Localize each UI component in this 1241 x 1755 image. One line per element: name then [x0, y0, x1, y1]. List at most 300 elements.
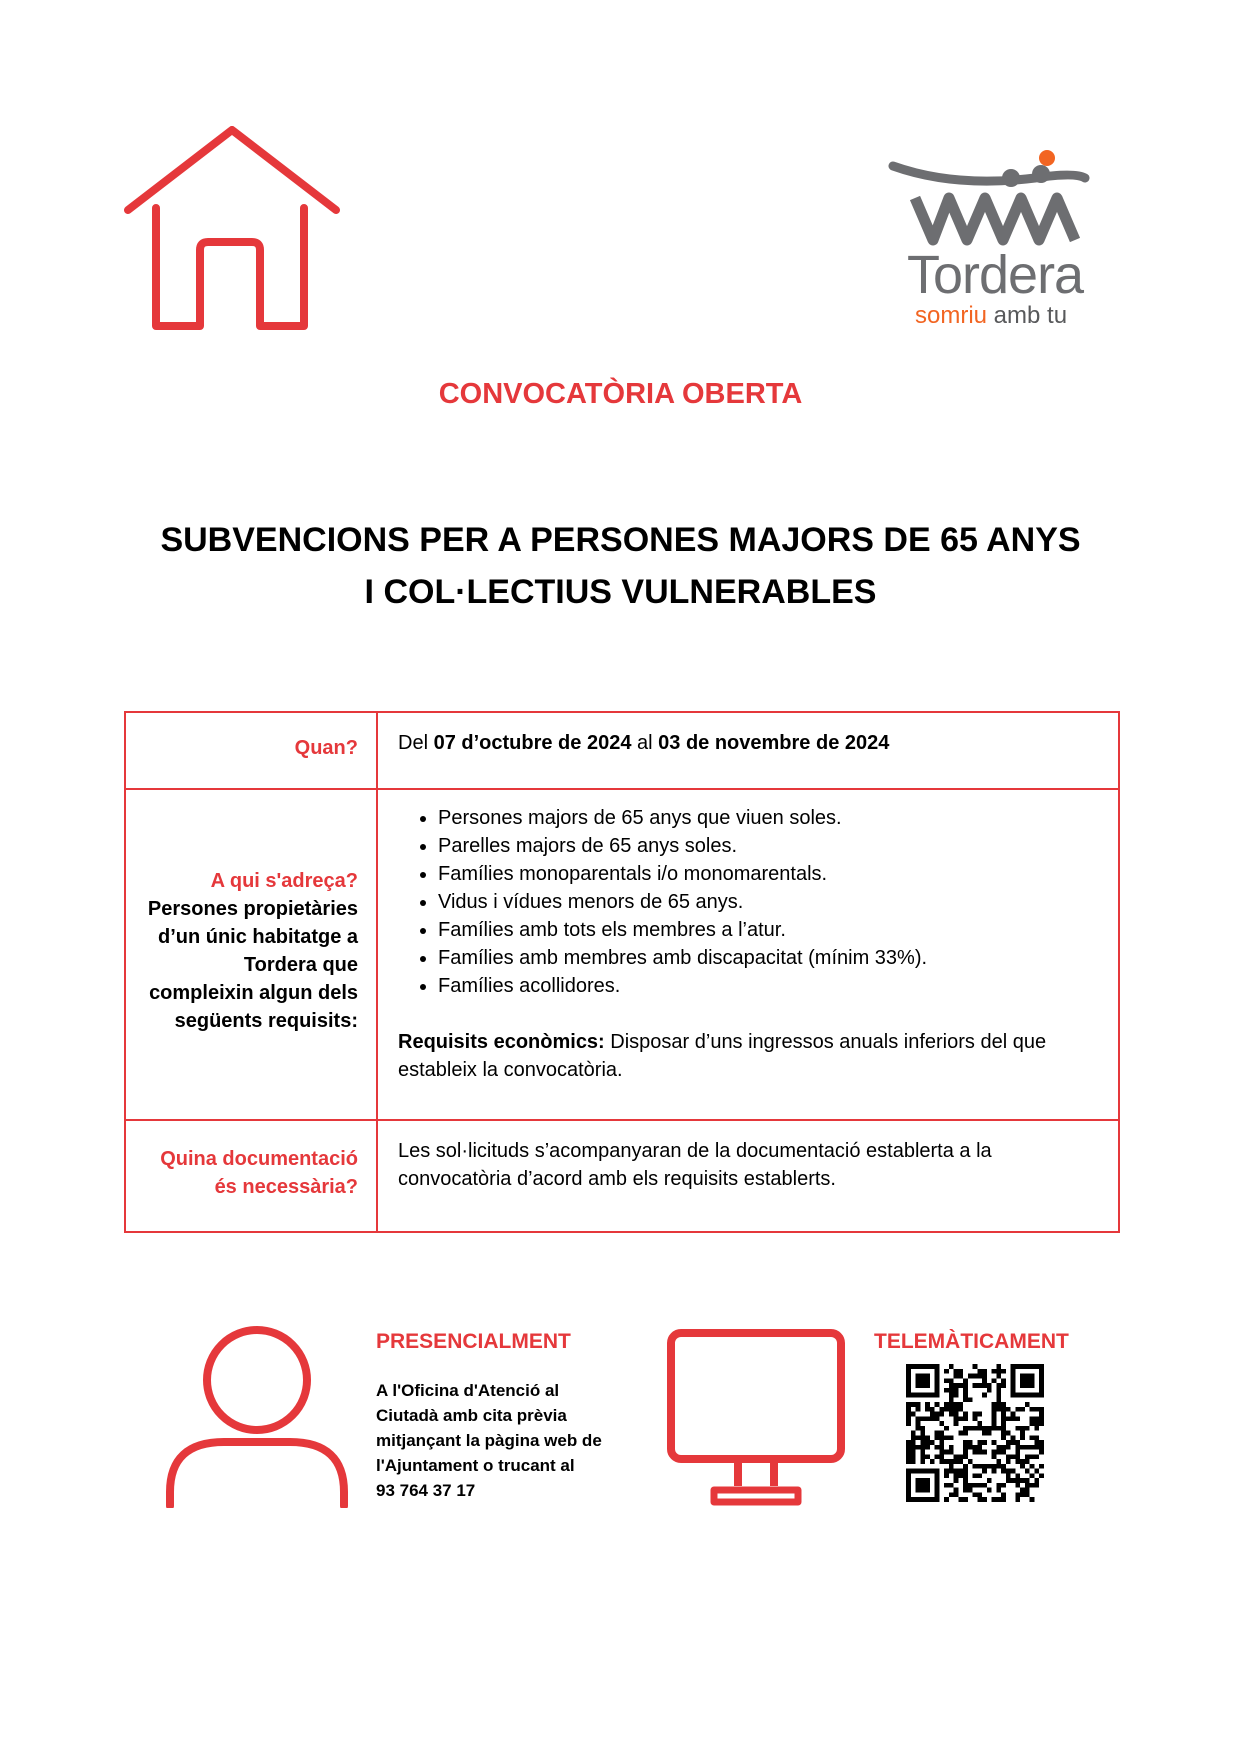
qr-module: [920, 1378, 925, 1383]
qr-module: [1001, 1435, 1006, 1440]
qr-module: [920, 1469, 925, 1474]
qr-module: [1015, 1445, 1020, 1450]
qr-module: [992, 1369, 997, 1374]
qr-module: [1020, 1426, 1025, 1431]
qr-module: [935, 1435, 940, 1440]
qr-module: [963, 1416, 968, 1421]
qr-module: [958, 1416, 963, 1421]
qr-module: [1015, 1459, 1020, 1464]
qr-module: [1011, 1378, 1016, 1383]
qr-code[interactable]: [906, 1364, 1044, 1502]
qr-module: [1015, 1473, 1020, 1478]
qr-module: [977, 1483, 982, 1488]
qr-module: [920, 1426, 925, 1431]
qr-module: [949, 1412, 954, 1417]
qr-module: [944, 1369, 949, 1374]
qr-module: [925, 1393, 930, 1398]
qr-module: [982, 1383, 987, 1388]
qr-module: [973, 1450, 978, 1455]
qr-module: [973, 1473, 978, 1478]
qr-module: [935, 1364, 940, 1369]
qr-module: [973, 1445, 978, 1450]
qr-module: [944, 1402, 949, 1407]
qr-module: [944, 1450, 949, 1455]
qr-module: [930, 1497, 935, 1502]
qr-module: [925, 1483, 930, 1488]
list-item: • Famílies monoparentals i/o monomarentals.: [438, 860, 1098, 888]
qr-module: [925, 1454, 930, 1459]
monitor-icon: [666, 1328, 846, 1508]
qr-module: [1039, 1440, 1044, 1445]
qr-module: [977, 1464, 982, 1469]
qr-module: [920, 1435, 925, 1440]
qr-module: [911, 1412, 916, 1417]
qr-module: [968, 1374, 973, 1379]
qr-module: [996, 1374, 1001, 1379]
qr-module: [973, 1412, 978, 1417]
qr-module: [1006, 1473, 1011, 1478]
qr-module: [968, 1445, 973, 1450]
list-item: • Vidus i vídues menors de 65 anys.: [438, 888, 1098, 916]
qr-module: [1039, 1464, 1044, 1469]
qr-module: [1025, 1492, 1030, 1497]
qr-module: [973, 1483, 978, 1488]
qr-module: [954, 1469, 959, 1474]
qr-module: [982, 1497, 987, 1502]
qr-module: [982, 1374, 987, 1379]
qr-module: [1020, 1478, 1025, 1483]
qr-module: [925, 1402, 930, 1407]
qr-module: [1001, 1421, 1006, 1426]
qr-module: [916, 1421, 921, 1426]
qr-module: [944, 1497, 949, 1502]
qr-module: [930, 1412, 935, 1417]
qr-module: [973, 1383, 978, 1388]
qr-module: [935, 1369, 940, 1374]
qr-module: [1020, 1364, 1025, 1369]
qr-module: [1039, 1369, 1044, 1374]
qr-module: [1020, 1464, 1025, 1469]
qr-module: [949, 1469, 954, 1474]
label-when: Quan?: [126, 713, 378, 788]
qr-module: [1034, 1435, 1039, 1440]
qr-module: [982, 1469, 987, 1474]
qr-module: [996, 1364, 1001, 1369]
qr-module: [949, 1435, 954, 1440]
qr-module: [1001, 1497, 1006, 1502]
qr-module: [1001, 1450, 1006, 1455]
qr-module: [916, 1426, 921, 1431]
qr-module: [920, 1440, 925, 1445]
qr-module: [954, 1421, 959, 1426]
qr-module: [939, 1412, 944, 1417]
qr-module: [906, 1374, 911, 1379]
title-line-1: SUBVENCIONS PER A PERSONES MAJORS DE 65 ANYS: [160, 521, 1081, 559]
qr-module: [916, 1483, 921, 1488]
qr-module: [939, 1435, 944, 1440]
value-docs: Les sol·licituds s’acompanyaran de la documentació establerta a la convocatòria d’acord amb els requisits establerts.: [398, 1140, 992, 1190]
qr-module: [954, 1454, 959, 1459]
qr-module: [916, 1497, 921, 1502]
qr-module: [963, 1431, 968, 1436]
qr-module: [996, 1459, 1001, 1464]
qr-module: [996, 1369, 1001, 1374]
qr-module: [992, 1378, 997, 1383]
qr-module: [1039, 1412, 1044, 1417]
qr-module: [949, 1445, 954, 1450]
qr-module: [935, 1393, 940, 1398]
qr-module: [1006, 1459, 1011, 1464]
qr-module: [911, 1402, 916, 1407]
qr-module: [935, 1431, 940, 1436]
qr-module: [925, 1440, 930, 1445]
qr-module: [1015, 1364, 1020, 1369]
qr-module: [920, 1450, 925, 1455]
qr-module: [925, 1416, 930, 1421]
qr-module: [982, 1378, 987, 1383]
qr-module: [992, 1450, 997, 1455]
qr-module: [977, 1445, 982, 1450]
qr-module: [977, 1450, 982, 1455]
qr-module: [906, 1497, 911, 1502]
qr-module: [987, 1388, 992, 1393]
qr-module: [906, 1450, 911, 1455]
qr-module: [925, 1364, 930, 1369]
qr-module: [1011, 1478, 1016, 1483]
qr-module: [963, 1464, 968, 1469]
qr-module: [925, 1383, 930, 1388]
title-line-2: I COL·LECTIUS VULNERABLES: [364, 573, 877, 611]
qr-module: [963, 1488, 968, 1493]
qr-module: [1030, 1383, 1035, 1388]
qr-module: [1020, 1445, 1025, 1450]
qr-module: [1034, 1454, 1039, 1459]
qr-module: [1030, 1421, 1035, 1426]
qr-module: [1034, 1478, 1039, 1483]
qr-module: [1034, 1421, 1039, 1426]
qr-module: [954, 1407, 959, 1412]
list-item: • Famílies amb tots els membres a l’atur.: [438, 916, 1098, 944]
qr-module: [968, 1483, 973, 1488]
qr-module: [973, 1492, 978, 1497]
qr-module: [1011, 1393, 1016, 1398]
qr-module: [920, 1483, 925, 1488]
qr-module: [1034, 1416, 1039, 1421]
qr-module: [1030, 1473, 1035, 1478]
qr-module: [906, 1416, 911, 1421]
qr-module: [1034, 1483, 1039, 1488]
qr-module: [935, 1374, 940, 1379]
qr-module: [958, 1431, 963, 1436]
qr-module: [906, 1421, 911, 1426]
qr-module: [1039, 1388, 1044, 1393]
qr-module: [1011, 1454, 1016, 1459]
qr-module: [916, 1402, 921, 1407]
logo-tagline: somriu amb tu: [915, 302, 1068, 329]
qr-module: [996, 1483, 1001, 1488]
qr-module: [977, 1440, 982, 1445]
qr-module: [958, 1454, 963, 1459]
qr-module: [1001, 1469, 1006, 1474]
house-icon: [124, 126, 340, 334]
label-who-line: d’un únic habitatge a: [157, 926, 358, 948]
qr-module: [1034, 1440, 1039, 1445]
qr-module: [1015, 1450, 1020, 1455]
qr-module: [911, 1431, 916, 1436]
qr-module: [963, 1497, 968, 1502]
qr-module: [1025, 1459, 1030, 1464]
qr-module: [1006, 1416, 1011, 1421]
qr-module: [916, 1374, 921, 1379]
logo-figures-icon: [885, 148, 1115, 248]
qr-module: [916, 1407, 921, 1412]
qr-module: [982, 1369, 987, 1374]
table-row-when: [126, 713, 1118, 788]
qr-module: [949, 1364, 954, 1369]
qr-module: [996, 1450, 1001, 1455]
qr-module: [973, 1364, 978, 1369]
qr-module: [954, 1492, 959, 1497]
qr-module: [1001, 1402, 1006, 1407]
qr-module: [944, 1388, 949, 1393]
qr-module: [906, 1473, 911, 1478]
qr-module: [1030, 1464, 1035, 1469]
qr-module: [935, 1445, 940, 1450]
qr-module: [930, 1407, 935, 1412]
qr-module: [939, 1459, 944, 1464]
qr-module: [1039, 1445, 1044, 1450]
qr-module: [949, 1402, 954, 1407]
qr-module: [906, 1364, 911, 1369]
qr-module: [992, 1412, 997, 1417]
qr-module: [925, 1488, 930, 1493]
qr-module: [1034, 1426, 1039, 1431]
qr-module: [920, 1459, 925, 1464]
requirements-list: [398, 804, 1098, 1000]
list-item: • Parelles majors de 65 anys soles.: [438, 832, 1098, 860]
qr-module: [1015, 1416, 1020, 1421]
qr-module: [930, 1393, 935, 1398]
qr-module: [996, 1407, 1001, 1412]
qr-module: [949, 1492, 954, 1497]
list-item: • Persones majors de 65 anys que viuen soles.: [438, 804, 1098, 832]
qr-module: [906, 1383, 911, 1388]
qr-module: [992, 1407, 997, 1412]
qr-module: [1039, 1473, 1044, 1478]
qr-module: [954, 1412, 959, 1417]
qr-module: [1011, 1388, 1016, 1393]
qr-module: [935, 1469, 940, 1474]
qr-module: [949, 1388, 954, 1393]
qr-module: [987, 1426, 992, 1431]
qr-module: [939, 1431, 944, 1436]
qr-module: [963, 1397, 968, 1402]
label-docs: Quina documentació és necessària?: [126, 1121, 378, 1231]
qr-module: [935, 1492, 940, 1497]
qr-module: [963, 1412, 968, 1417]
qr-module: [1039, 1421, 1044, 1426]
qr-module: [1030, 1497, 1035, 1502]
qr-module: [920, 1497, 925, 1502]
qr-module: [949, 1407, 954, 1412]
list-item: • Famílies amb membres amb discapacitat (mínim 33%).: [438, 944, 1098, 972]
qr-module: [977, 1473, 982, 1478]
qr-module: [1025, 1378, 1030, 1383]
qr-module: [939, 1421, 944, 1426]
qr-module: [935, 1383, 940, 1388]
qr-module: [1001, 1464, 1006, 1469]
qr-module: [1020, 1374, 1025, 1379]
qr-module: [906, 1407, 911, 1412]
qr-module: [906, 1412, 911, 1417]
qr-module: [916, 1416, 921, 1421]
qr-module: [992, 1416, 997, 1421]
qr-module: [944, 1459, 949, 1464]
qr-module: [968, 1459, 973, 1464]
qr-module: [920, 1416, 925, 1421]
qr-module: [935, 1416, 940, 1421]
qr-module: [930, 1440, 935, 1445]
qr-module: [982, 1426, 987, 1431]
qr-module: [1034, 1445, 1039, 1450]
qr-module: [992, 1426, 997, 1431]
qr-module: [920, 1393, 925, 1398]
label-who-line: compleixin algun dels: [149, 982, 358, 1004]
qr-module: [996, 1393, 1001, 1398]
value-who: [398, 804, 1098, 1084]
qr-module: [916, 1378, 921, 1383]
qr-module: [987, 1464, 992, 1469]
qr-module: [996, 1383, 1001, 1388]
qr-module: [920, 1374, 925, 1379]
qr-module: [992, 1469, 997, 1474]
qr-module: [963, 1473, 968, 1478]
qr-module: [1039, 1374, 1044, 1379]
qr-module: [1006, 1407, 1011, 1412]
qr-module: [1006, 1445, 1011, 1450]
qr-module: [958, 1369, 963, 1374]
qr-module: [1020, 1435, 1025, 1440]
qr-module: [1039, 1378, 1044, 1383]
qr-module: [944, 1483, 949, 1488]
qr-module: [996, 1402, 1001, 1407]
qr-module: [996, 1464, 1001, 1469]
qr-module: [916, 1393, 921, 1398]
qr-module: [949, 1483, 954, 1488]
qr-module: [916, 1383, 921, 1388]
qr-module: [954, 1488, 959, 1493]
qr-module: [992, 1454, 997, 1459]
qr-module: [1015, 1393, 1020, 1398]
qr-module: [1039, 1393, 1044, 1398]
qr-module: [916, 1445, 921, 1450]
person-icon: [166, 1324, 348, 1508]
qr-module: [992, 1402, 997, 1407]
qr-module: [906, 1402, 911, 1407]
qr-module: [925, 1407, 930, 1412]
qr-module: [1020, 1383, 1025, 1388]
qr-module: [930, 1416, 935, 1421]
qr-module: [935, 1497, 940, 1502]
qr-module: [1006, 1469, 1011, 1474]
qr-module: [920, 1445, 925, 1450]
qr-module: [906, 1378, 911, 1383]
qr-module: [944, 1407, 949, 1412]
qr-module: [1001, 1378, 1006, 1383]
qr-module: [930, 1459, 935, 1464]
qr-module: [1030, 1378, 1035, 1383]
qr-module: [973, 1464, 978, 1469]
qr-module: [996, 1426, 1001, 1431]
qr-module: [1001, 1383, 1006, 1388]
qr-module: [1001, 1492, 1006, 1497]
qr-module: [963, 1383, 968, 1388]
qr-module: [963, 1440, 968, 1445]
qr-module: [935, 1388, 940, 1393]
qr-module: [954, 1478, 959, 1483]
qr-module: [911, 1450, 916, 1455]
qr-module: [935, 1412, 940, 1417]
qr-module: [920, 1488, 925, 1493]
qr-module: [1020, 1492, 1025, 1497]
qr-module: [1020, 1378, 1025, 1383]
qr-module: [1001, 1426, 1006, 1431]
qr-module: [973, 1426, 978, 1431]
qr-module: [1011, 1469, 1016, 1474]
telematic-title: TELEMÀTICAMENT: [874, 1330, 1069, 1353]
qr-module: [973, 1374, 978, 1379]
list-item: • Famílies acollidores.: [438, 972, 1098, 1000]
label-who-title: A qui s'adreça?: [210, 870, 358, 892]
qr-module: [1011, 1374, 1016, 1379]
qr-module: [1025, 1488, 1030, 1493]
qr-module: [906, 1488, 911, 1493]
qr-module: [939, 1407, 944, 1412]
qr-module: [1011, 1364, 1016, 1369]
qr-module: [982, 1431, 987, 1436]
qr-module: [958, 1402, 963, 1407]
qr-module: [1039, 1364, 1044, 1369]
qr-module: [911, 1454, 916, 1459]
qr-module: [939, 1440, 944, 1445]
qr-module: [977, 1369, 982, 1374]
qr-module: [906, 1469, 911, 1474]
qr-module: [1011, 1440, 1016, 1445]
qr-module: [911, 1364, 916, 1369]
qr-module: [977, 1412, 982, 1417]
qr-module: [963, 1478, 968, 1483]
table-row-docs: [126, 1119, 1118, 1231]
qr-module: [963, 1450, 968, 1455]
qr-module: [944, 1473, 949, 1478]
info-table: [124, 711, 1120, 1233]
qr-module: [1015, 1497, 1020, 1502]
label-who-line: Tordera que: [243, 954, 358, 976]
qr-module: [1025, 1483, 1030, 1488]
qr-module: [925, 1445, 930, 1450]
qr-module: [920, 1431, 925, 1436]
qr-module: [916, 1478, 921, 1483]
qr-module: [1030, 1445, 1035, 1450]
qr-module: [1030, 1483, 1035, 1488]
qr-module: [949, 1450, 954, 1455]
qr-module: [1006, 1454, 1011, 1459]
qr-module: [1015, 1440, 1020, 1445]
qr-module: [911, 1393, 916, 1398]
qr-module: [1034, 1469, 1039, 1474]
label-who-line: Persones propietàries: [147, 898, 358, 920]
qr-module: [1011, 1412, 1016, 1417]
